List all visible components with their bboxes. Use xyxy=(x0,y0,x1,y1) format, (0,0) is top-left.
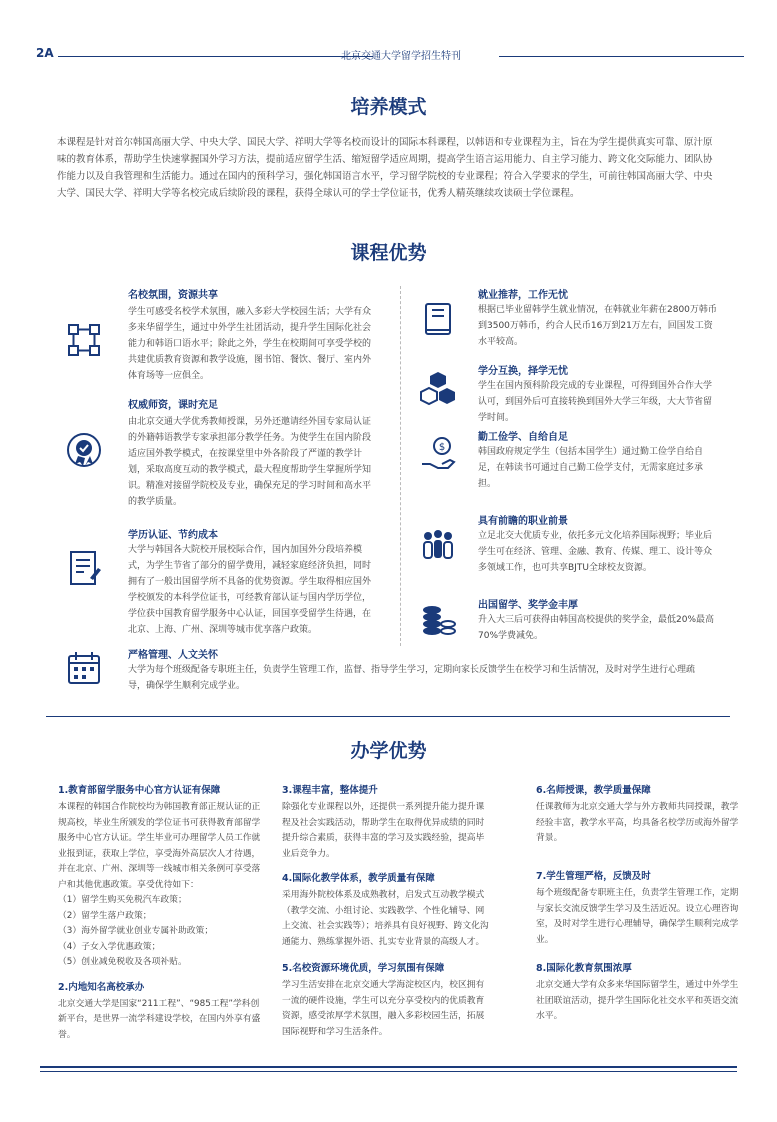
feature-text: 根据已毕业留韩学生就业情况，在韩就业年薪在2800万韩币到3500万韩币，约合人民币16万到21万左右，回国发工资水平较高。 xyxy=(478,305,717,347)
advantage-text: 采用海外院校体系及成熟教材，启发式互动教学模式（教学交流、小组讨论、实践教学、个性化辅导、网上交流、社会实践等）；培养具有良好视野、跨文化沟通能力、熟练掌握外语、扎实专业背景的高级人才。 xyxy=(282,890,489,947)
feature-title: 权威师资，课时充足 xyxy=(128,400,218,411)
advantage-title: 7.学生管理严格，反馈及时 xyxy=(536,871,651,882)
feature-title: 就业推荐，工作无忧 xyxy=(478,290,568,301)
advantage-text: 北京交通大学有众多来华国际留学生，通过中外学生社团联谊活动，提升学生国际化社交水平和英语交流水平。 xyxy=(536,980,739,1021)
feature-title: 严格管理、人文关怀 xyxy=(128,650,218,661)
benefit-item: （2）留学生落户政策； xyxy=(58,910,152,921)
advantage-text: 本课程的韩国合作院校均为韩国教育部正规认证的正规高校，毕业生所颁发的学位证书可获得教育部留学服务中心官方认证。学生毕业可办理留学人员工作就业报到证，获取上学位，享受海外高层次人才待遇，并在北京、广州、深圳等一线城市相关条例可享受落户和其他优惠政策。享受优待如下： xyxy=(58,802,261,890)
column-divider xyxy=(400,286,402,646)
book-icon xyxy=(418,300,458,340)
coins-icon xyxy=(418,600,458,640)
cubes-icon xyxy=(418,368,458,408)
feature-title: 学历认证、节约成本 xyxy=(128,530,218,541)
advantage-text: 除强化专业课程以外，还提供一系列提升能力提升课程及社会实践活动，帮助学生在取得优异成绩的同时提升综合素质，获得丰富的学习及实践经验，提高毕业后竞争力。 xyxy=(282,802,485,859)
advantage-item xyxy=(282,870,492,950)
benefit-item: （5）创业减免税收及各项补贴。 xyxy=(58,957,187,967)
feature-text: 升入大三后可获得由韩国高校提供的奖学金，最低20%最高70%学费减免。 xyxy=(478,615,715,641)
advantage-title: 3.课程丰富，整体提升 xyxy=(282,785,378,796)
advantage-item xyxy=(58,979,268,1044)
advantage-item xyxy=(536,782,746,847)
advantage-item xyxy=(282,960,492,1040)
network-icon xyxy=(64,320,104,360)
feature-text: 立足北交大优质专业，依托多元文化培养国际视野；毕业后学生可在经济、管理、金融、教育、传媒、理工、设计等众多领域工作，也可共享BJTU全球校友资源。 xyxy=(478,531,713,573)
advantage-title: 4.国际化教学体系，教学质量有保障 xyxy=(282,873,435,884)
advantage-text: 北京交通大学是国家“211工程”、“985工程”学科创新平台，是世界一流学科建设学校，在国内外享有盛誉。 xyxy=(58,998,261,1040)
feature-title: 名校氛围，资源共享 xyxy=(128,290,218,301)
advantage-text: 每个班级配备专职班主任，负责学生管理工作，定期与家长交流反馈学生学习及生活近况。设立心理咨询室，及时对学生进行心理辅导，确保学生顺利完成学业。 xyxy=(536,888,739,945)
badge-icon xyxy=(64,430,104,470)
feature-title: 具有前瞻的职业前景 xyxy=(478,516,568,527)
svg-text:$: $ xyxy=(438,442,446,453)
feature-title: 学分互换，择学无忧 xyxy=(478,366,568,377)
benefit-item: （4）子女入学优惠政策； xyxy=(58,941,161,952)
feature-text: 韩国政府规定学生（包括本国学生）通过勤工俭学自给自足，在韩读书可通过自己勤工俭学支付，无需家庭过多承担。 xyxy=(478,447,704,489)
feature-text: 学生可感受名校学术氛围，融入多彩大学校园生活；大学有众多来华留学生，通过中外学生社团活动，提升学生国际化社会能力和韩语口语水平；除此之外，学生在校期间可享受学校的共建优质教育资源和教学设施，图书馆、餐饮、餐厅、室内外体育场等一应俱全。 xyxy=(128,307,372,381)
benefit-item: （3）海外留学就业创业专属补助政策； xyxy=(58,926,214,936)
advantage-title: 1.教育部留学服务中心官方认证有保障 xyxy=(58,785,221,796)
feature-title: 勤工俭学、自给自足 xyxy=(478,432,568,443)
feature-title: 出国留学、奖学金丰厚 xyxy=(478,600,578,611)
section-title-school-advantages: 办学优势 xyxy=(350,740,427,762)
feature-text: 大学为每个班级配备专职班主任，负责学生管理工作，监督、指导学生学习，定期向家长反馈学生在校学习和生活情况，及时对学生进行心理疏导，确保学生顺利完成学业。 xyxy=(128,665,696,691)
benefit-item: （1）留学生购买免税汽车政策； xyxy=(58,895,187,905)
advantage-title: 8.国际化教育氛围浓厚 xyxy=(536,963,632,974)
advantage-title: 5.名校资源环境优质，学习氛围有保障 xyxy=(282,963,445,974)
page-number: 2A xyxy=(36,46,54,60)
advantage-text: 任课教师为北京交通大学与外方教师共同授课，教学经验丰富，教学水平高，均具备名校学历或海外留学背景。 xyxy=(536,802,739,843)
header-title: 北京交通大学留学招生特刊 xyxy=(341,51,461,62)
column-1 xyxy=(58,782,268,1043)
feature-text: 由北京交通大学优秀教师授课，另外还邀请经外国专家局认证的外籍韩语教学专家承担部分教学任务。为使学生在国内阶段适应国外教学模式，在按课堂里中外各阶段了严谨的教学计划，采取高度互动的教学模式，最大程度帮助学生掌握所学知识。精准对接留学院校及专业，确保充足的学习时间和高水平的教学质量。 xyxy=(128,417,372,507)
section-divider xyxy=(46,716,730,717)
header-rule-right xyxy=(499,56,744,57)
section-title-course-advantages: 课程优势 xyxy=(350,242,427,264)
advantage-item xyxy=(536,868,746,948)
section-title-training-model: 培养模式 xyxy=(350,96,427,118)
advantage-item xyxy=(58,782,268,893)
footer-rule-thick xyxy=(40,1066,737,1068)
page-header xyxy=(36,44,744,66)
advantage-title: 2.内地知名高校承办 xyxy=(58,981,145,993)
footer-rule-thin xyxy=(40,1071,737,1072)
people-icon xyxy=(418,526,458,566)
feature-text: 大学与韩国各大院校开展校际合作，国内加国外分段培养模式，为学生节省了部分的留学费用，减轻家庭经济负担，同时拥有了一般出国留学所不具备的优势资源。学生取得相应国外学校颁发的本科学位证书，可经教育部认证与国内学历学位，学位获中国教育留学服务中心认证，回国享受留学生待遇，在北京、上海、广州、深圳等城市优享落户政策。 xyxy=(128,545,372,635)
header-rule-left xyxy=(58,56,373,57)
advantage-item xyxy=(536,960,746,1025)
advantage-item xyxy=(282,782,492,862)
document-icon xyxy=(64,548,104,588)
advantage-title: 6.名师授课，教学质量保障 xyxy=(536,785,651,796)
calendar-icon xyxy=(64,648,104,688)
intro-paragraph: 本课程是针对首尔韩国高丽大学、中央大学、国民大学、祥明大学等名校而设计的国际本科课程，以韩语和专业课程为主，旨在为学生提供真实可靠、原汁原味的教育体系，帮助学生快速掌握国外学习方法，提前适应留学生活、缩短留学适应周期，提高学生语言运用能力、自主学习能力、跨文化交际能力、团队协作能力以及自我管理和生活能力。通过在国内的预科学习，强化韩国语言水平，学习留学院校的专业课程；符合入学要求的学生，可前往韩国高丽大学、中央大学、国民大学、祥明大学等名校完成后续阶段的课程，获得全球认可的学士学位证书，优秀人精英继续攻读硕士学位课程。 xyxy=(57,137,713,199)
hand-coin-icon xyxy=(418,434,458,474)
feature-text: 学生在国内预科阶段完成的专业课程，可得到国外合作大学认可，到国外后可直接转换到国外大学三年级，大大节省留学时间。 xyxy=(478,381,713,423)
advantage-text: 学习生活安排在北京交通大学海淀校区内，校区拥有一流的硬件设施，学生可以充分享受校内的优质教育资源，感受浓厚学术氛围，融入多彩校园生活，拓展国际视野和学习生活条件。 xyxy=(282,980,485,1037)
